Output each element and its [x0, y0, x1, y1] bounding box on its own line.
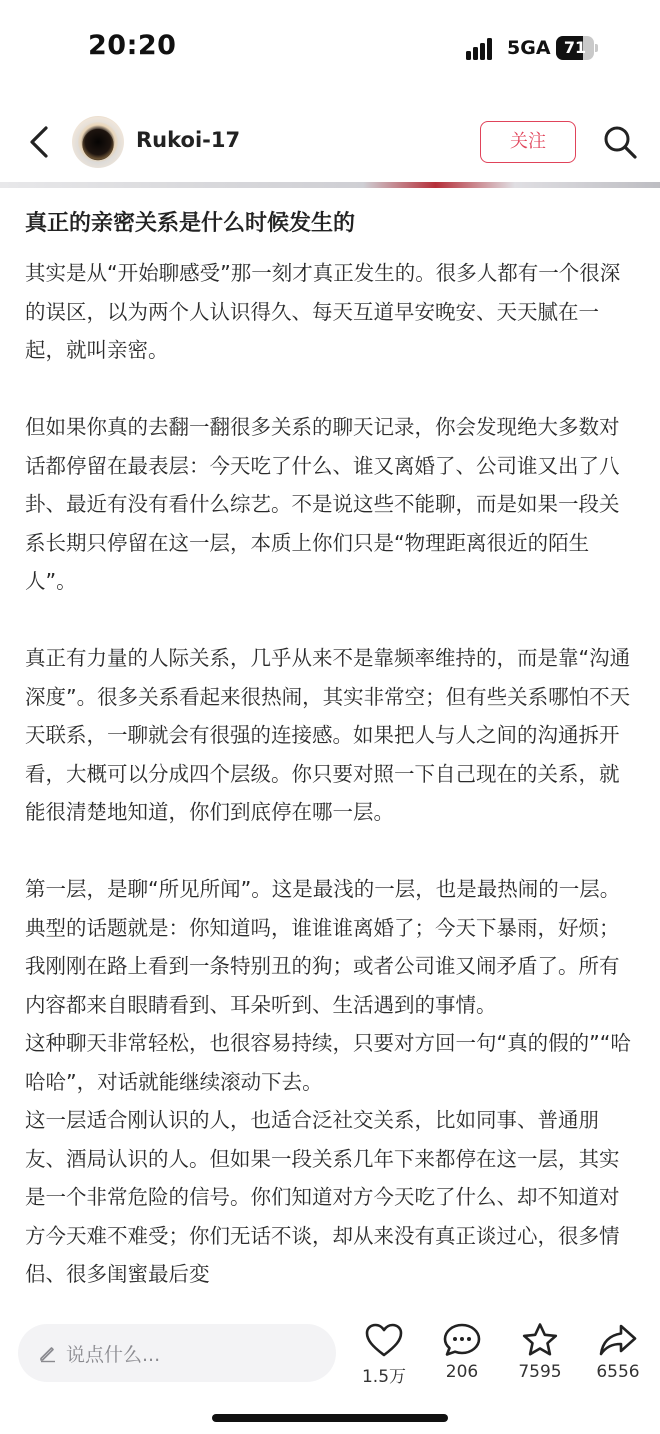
- favorite-count: 7595: [518, 1362, 562, 1382]
- signal-icon: [466, 38, 498, 60]
- paragraph: 但如果你真的去翻一翻很多关系的聊天记录，你会发现绝大多数对话都停留在最表层：今天吃了什么、谁又离婚了、公司谁又出了八卦、最近有没有看什么综艺。不是说这些不能聊，而是如果一段关系长期只停留在这一层，本质上你们只是“物理距离很近的陌生人”。: [25, 415, 620, 593]
- like-count: 1.5万: [361, 1367, 407, 1387]
- paragraph: 这一层适合刚认识的人，也适合泛社交关系，比如同事、普通朋友、酒局认识的人。但如果一段关系几年下来都停在这一层，其实是一个非常危险的信号。你们知道对方今天吃了什么、却不知道对方今天难不难受；你们无话不谈，却从来没有真正谈过心，很多情侣、很多闺蜜最后変: [25, 1108, 620, 1286]
- post-title: 真正的亲密关系是什么时候发生的: [25, 211, 356, 236]
- paragraph: 这种聊天非常轻松，也很容易持续，只要对方回一句“真的假的”“哈哈哈”，对话就能继续滚动下去。: [25, 1031, 631, 1094]
- search-icon[interactable]: [602, 124, 638, 160]
- comment-placeholder: 说点什么...: [66, 1343, 161, 1366]
- follow-button[interactable]: 关注: [480, 121, 576, 163]
- post-header: [0, 100, 660, 184]
- status-bar: [0, 0, 660, 96]
- share-count: 6556: [596, 1362, 640, 1382]
- network-type: 5GA: [507, 37, 551, 59]
- comment-bubble-icon: [442, 1322, 482, 1358]
- bottom-action-bar: [0, 1308, 660, 1434]
- star-icon: [520, 1322, 560, 1358]
- heart-icon: [364, 1322, 404, 1358]
- battery-icon: [556, 36, 598, 60]
- paragraph: 第一层，是聊“所见所闻”。这是最浅的一层，也是最热闹的一层。典型的话题就是：你知道吗，谁谁谁离婚了；今天下暴雨，好烦；我刚刚在路上看到一条特别丑的狗；或者公司谁又闹矛盾了。所有内容都来自眼睛看到、耳朵听到、生活遇到的事情。: [25, 877, 621, 1017]
- like-button[interactable]: [344, 1322, 424, 1387]
- battery-level: 71: [563, 38, 587, 57]
- comment-input[interactable]: [18, 1324, 336, 1382]
- status-time: 20:20: [88, 30, 177, 61]
- favorite-button[interactable]: [500, 1322, 580, 1382]
- pen-icon: [38, 1343, 58, 1363]
- post-article: [25, 204, 637, 1308]
- home-indicator[interactable]: [212, 1414, 448, 1422]
- post-image-edge[interactable]: [0, 182, 660, 188]
- comment-count: 206: [445, 1362, 479, 1382]
- avatar[interactable]: [72, 116, 124, 168]
- post-body: [25, 254, 637, 1294]
- back-arrow-icon[interactable]: [26, 122, 54, 162]
- share-button[interactable]: [578, 1322, 658, 1382]
- comment-button[interactable]: [422, 1322, 502, 1382]
- share-arrow-icon: [598, 1322, 638, 1358]
- author-name[interactable]: Rukoi-17: [136, 128, 241, 152]
- paragraph: 真正有力量的人际关系，几乎从来不是靠频率维持的，而是靠“沟通深度”。很多关系看起来很热闹，其实非常空；但有些关系哪怕不天天联系，一聊就会有很强的连接感。如果把人与人之间的沟通拆开看，大概可以分成四个层级。你只要对照一下自己现在的关系，就能很清楚地知道，你们到底停在哪一层。: [25, 646, 631, 824]
- paragraph: 其实是从“开始聊感受”那一刻才真正发生的。很多人都有一个很深的误区，以为两个人认识得久、每天互道早安晚安、天天腻在一起，就叫亲密。: [25, 261, 621, 362]
